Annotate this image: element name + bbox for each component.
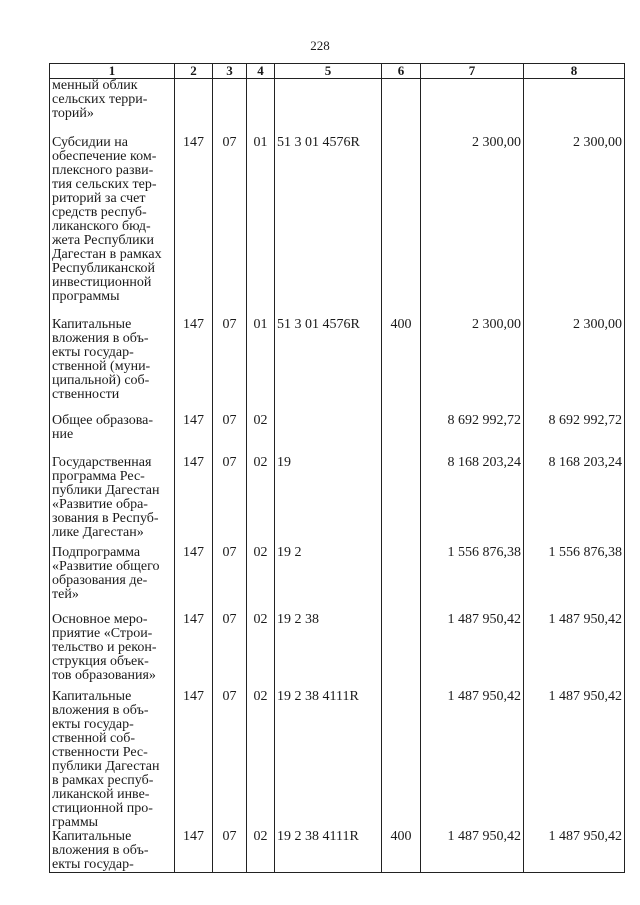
cell-name: Подпрограмма «Развитие общего образования де- тей»: [50, 546, 175, 613]
cell-name: менный облик сельских терри- торий»: [50, 79, 175, 136]
cell-amount-total: 2 300,00: [524, 136, 625, 318]
table-row: [50, 830, 625, 873]
table-row: [50, 136, 625, 318]
cell-section: 07: [213, 546, 247, 613]
cell-subsection: 02: [247, 830, 275, 873]
cell-target-article: 19 2: [275, 546, 382, 613]
cell-amount-total: 1 556 876,38: [524, 546, 625, 613]
cell-section: 07: [213, 136, 247, 318]
cell-ministry-code: 147: [175, 830, 213, 873]
cell-amount: [421, 79, 524, 136]
cell-amount: 2 300,00: [421, 136, 524, 318]
cell-ministry-code: 147: [175, 414, 213, 456]
cell-name: Государственная программа Рес- публики Дагестан «Развитие обра- зования в Респуб- лике Дагестан»: [50, 456, 175, 546]
header-col-4: 4: [247, 64, 275, 79]
table-row: [50, 456, 625, 546]
table-row: [50, 546, 625, 613]
cell-subsection: 02: [247, 414, 275, 456]
cell-subsection: 02: [247, 613, 275, 690]
cell-target-article: 19 2 38 4111R: [275, 690, 382, 830]
cell-target-article: 19 2 38 4111R: [275, 830, 382, 873]
cell-amount: 8 692 992,72: [421, 414, 524, 456]
header-col-6: 6: [382, 64, 421, 79]
cell-name: Общее образова- ние: [50, 414, 175, 456]
cell-section: 07: [213, 318, 247, 414]
header-col-3: 3: [213, 64, 247, 79]
header-col-7: 7: [421, 64, 524, 79]
cell-amount: 8 168 203,24: [421, 456, 524, 546]
cell-ministry-code: 147: [175, 456, 213, 546]
cell-amount: 1 487 950,42: [421, 830, 524, 873]
cell-amount: 2 300,00: [421, 318, 524, 414]
cell-section: 07: [213, 690, 247, 830]
cell-expense-type: [382, 613, 421, 690]
cell-subsection: 01: [247, 136, 275, 318]
table-row: [50, 318, 625, 414]
cell-name: Субсидии на обеспечение ком- плексного разви- тия сельских тер- риторий за счет средств респуб- ликанского бюд- жета Республики Дагестан в рамках Республиканской инвестиционной программы: [50, 136, 175, 318]
cell-expense-type: [382, 690, 421, 830]
cell-name: Капитальные вложения в объ- екты государ-: [50, 830, 175, 873]
cell-amount-total: 8 692 992,72: [524, 414, 625, 456]
header-col-1: 1: [50, 64, 175, 79]
cell-expense-type: [382, 456, 421, 546]
cell-amount-total: 1 487 950,42: [524, 830, 625, 873]
cell-subsection: 02: [247, 546, 275, 613]
cell-expense-type: 400: [382, 830, 421, 873]
cell-expense-type: [382, 79, 421, 136]
table-row: [50, 414, 625, 456]
cell-section: 07: [213, 414, 247, 456]
cell-amount: 1 487 950,42: [421, 613, 524, 690]
cell-subsection: [247, 79, 275, 136]
cell-amount-total: 8 168 203,24: [524, 456, 625, 546]
table-row: [50, 613, 625, 690]
cell-ministry-code: 147: [175, 546, 213, 613]
cell-section: 07: [213, 613, 247, 690]
cell-ministry-code: 147: [175, 690, 213, 830]
cell-expense-type: [382, 136, 421, 318]
table-row: [50, 79, 625, 136]
cell-name: Основное меро- приятие «Строи- тельство и рекон- струкция объек- тов образования»: [50, 613, 175, 690]
cell-section: 07: [213, 830, 247, 873]
cell-ministry-code: 147: [175, 136, 213, 318]
cell-subsection: 02: [247, 456, 275, 546]
cell-target-article: 51 3 01 4576R: [275, 318, 382, 414]
header-col-8: 8: [524, 64, 625, 79]
table-row: [50, 690, 625, 830]
budget-table: [49, 63, 625, 873]
cell-target-article: 19 2 38: [275, 613, 382, 690]
cell-amount-total: [524, 79, 625, 136]
header-col-2: 2: [175, 64, 213, 79]
header-col-5: 5: [275, 64, 382, 79]
cell-name: Капитальные вложения в объ- екты государ- ственной соб- ственности Рес- публики Дагестан в рамках респуб- ликанской инве- стиционной про- граммы: [50, 690, 175, 830]
cell-amount-total: 1 487 950,42: [524, 690, 625, 830]
cell-target-article: [275, 79, 382, 136]
cell-ministry-code: [175, 79, 213, 136]
cell-ministry-code: 147: [175, 613, 213, 690]
cell-target-article: [275, 414, 382, 456]
cell-target-article: 51 3 01 4576R: [275, 136, 382, 318]
cell-subsection: 02: [247, 690, 275, 830]
cell-ministry-code: 147: [175, 318, 213, 414]
cell-subsection: 01: [247, 318, 275, 414]
cell-amount: 1 487 950,42: [421, 690, 524, 830]
cell-section: [213, 79, 247, 136]
cell-expense-type: 400: [382, 318, 421, 414]
cell-amount: 1 556 876,38: [421, 546, 524, 613]
cell-section: 07: [213, 456, 247, 546]
cell-amount-total: 2 300,00: [524, 318, 625, 414]
cell-amount-total: 1 487 950,42: [524, 613, 625, 690]
cell-expense-type: [382, 546, 421, 613]
page-number: 228: [310, 38, 330, 53]
header-row: [50, 64, 625, 79]
cell-name: Капитальные вложения в объ- екты государ- ственной (муни- ципальной) соб- ственности: [50, 318, 175, 414]
cell-expense-type: [382, 414, 421, 456]
cell-target-article: 19: [275, 456, 382, 546]
